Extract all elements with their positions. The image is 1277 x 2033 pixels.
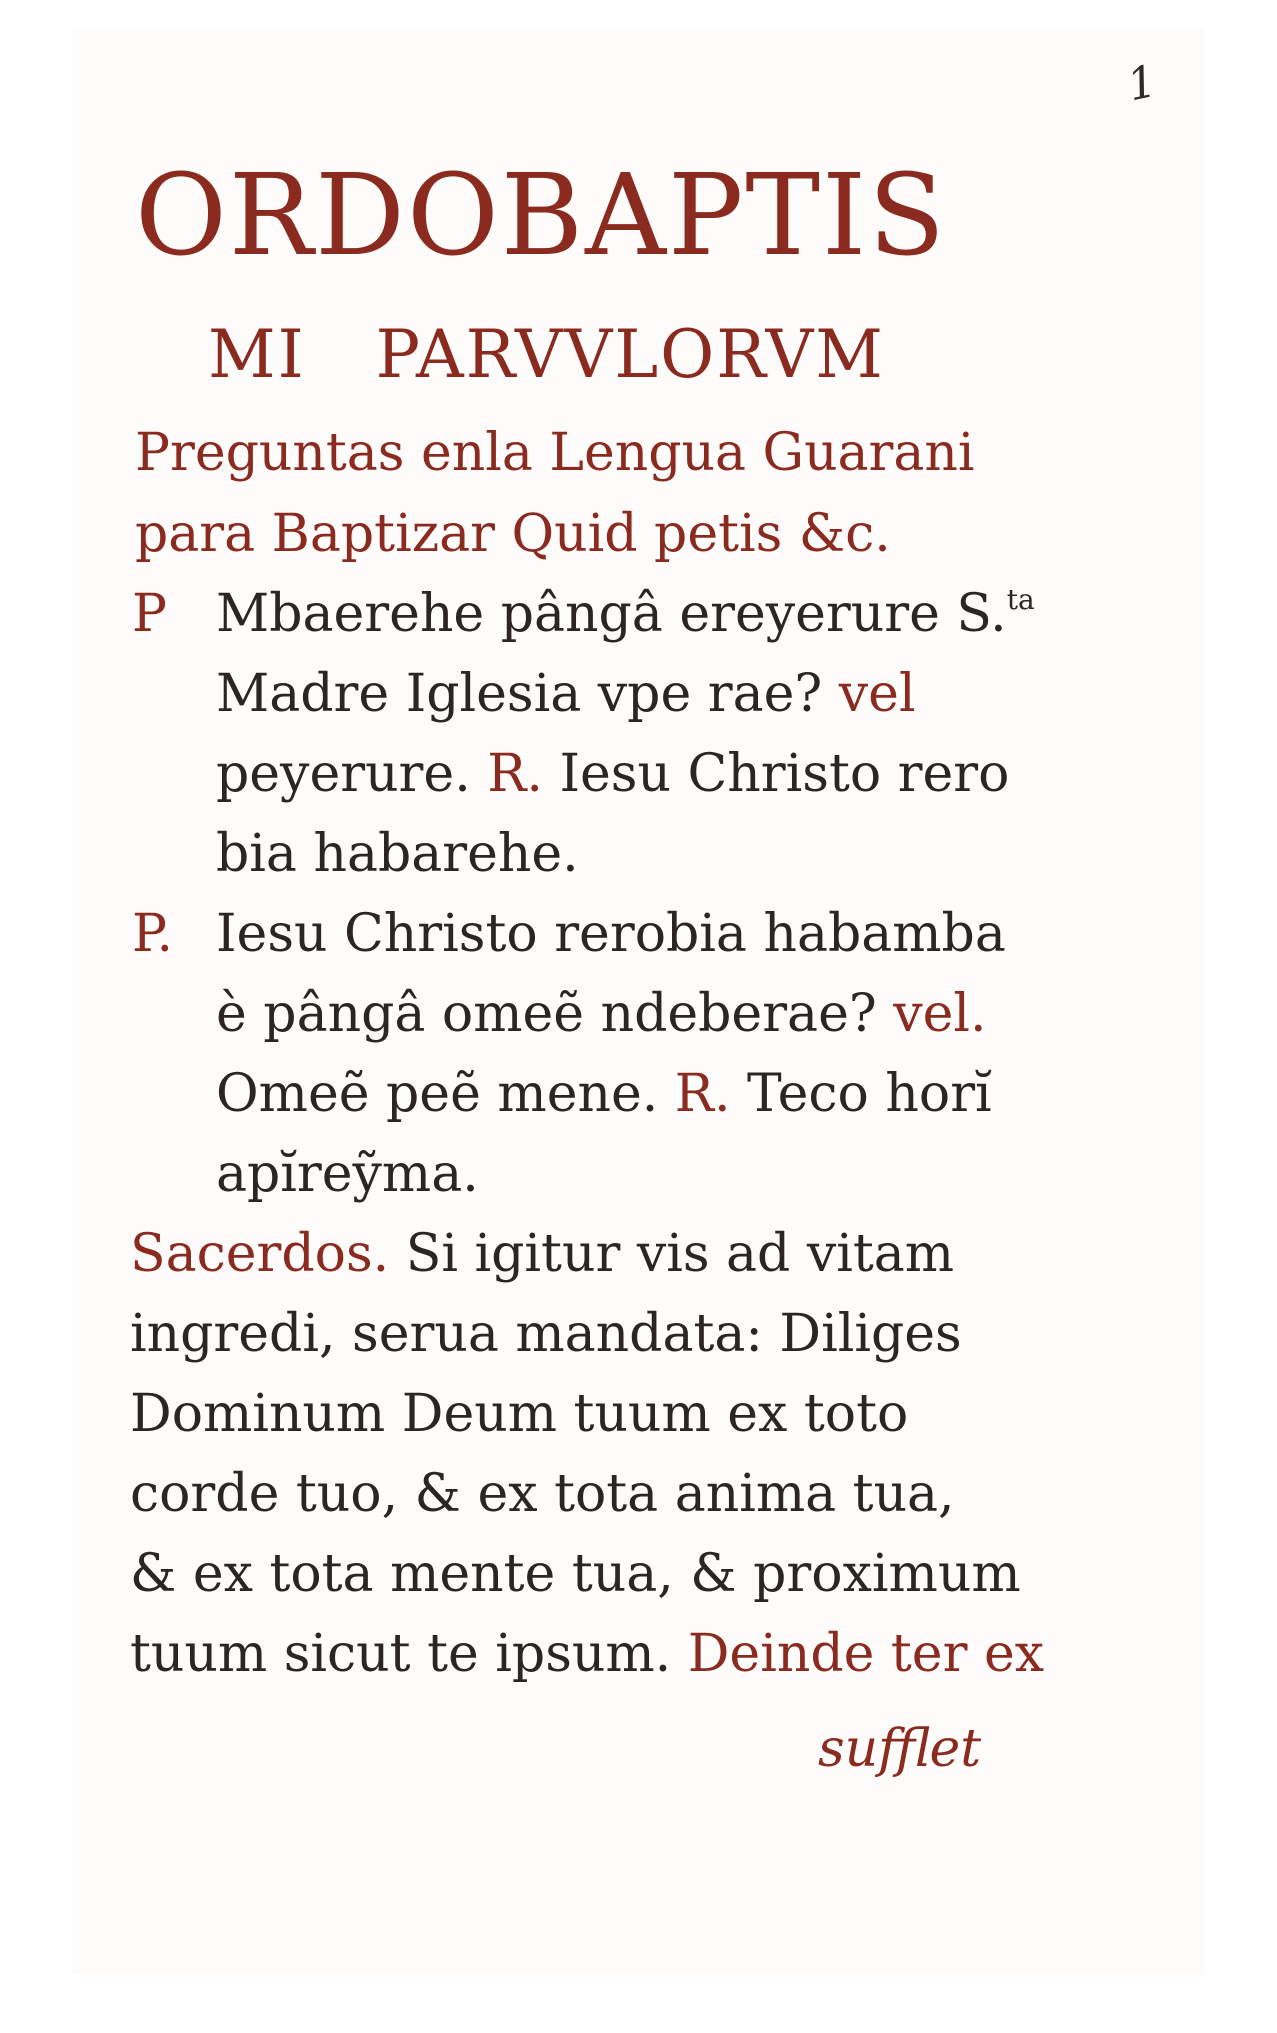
q2-line-1: Iesu Christo rerobia habamba bbox=[216, 904, 1006, 964]
q1-line-1 bbox=[216, 583, 1035, 644]
q1-line-4: bia habarehe. bbox=[216, 824, 579, 884]
q1-line-1-sup: ta bbox=[1006, 583, 1035, 616]
sacerdos-line-6-text: tuum sicut te ipsum. bbox=[130, 1624, 672, 1684]
title-sub bbox=[208, 316, 885, 393]
q1-line-2 bbox=[216, 664, 916, 724]
q2-line-4: apĭreỹma. bbox=[216, 1144, 479, 1204]
q2-line-3 bbox=[216, 1064, 992, 1124]
title-line-1: Preguntas enla Lengua Guarani bbox=[135, 423, 975, 483]
q1-line-2-text: Madre Iglesia vpe rae? bbox=[216, 664, 823, 724]
q2-line-2 bbox=[216, 984, 987, 1044]
q2-line-3-after: Teco horĭ bbox=[747, 1064, 992, 1124]
q1-vel: vel bbox=[838, 664, 916, 724]
question-marker-1: P bbox=[132, 584, 167, 644]
sacerdos-line-2: ingredi, serua mandata: Diliges bbox=[130, 1304, 962, 1364]
sacerdos-line-6-rubric: Deinde ter ex bbox=[687, 1624, 1045, 1684]
sacerdos-line-1-text: Si igitur vis ad vitam bbox=[405, 1224, 955, 1284]
sacerdos-line-4: corde tuo, & ex tota anima tua, bbox=[130, 1464, 955, 1524]
folio-number: 1 bbox=[1123, 55, 1161, 112]
sacerdos-line-5: & ex tota mente tua, & proximum bbox=[130, 1544, 1021, 1604]
q1-response-marker: R. bbox=[487, 744, 543, 804]
q1-line-1-text: Mbaerehe pângâ ereyerure S. bbox=[216, 584, 1007, 644]
q1-line-3 bbox=[216, 744, 1010, 804]
q1-line-3-after: Iesu Christo rero bbox=[559, 744, 1010, 804]
question-marker-2: P. bbox=[132, 904, 173, 964]
sacerdos-line-3: Dominum Deum tuum ex toto bbox=[130, 1384, 909, 1444]
catchword: sufflet bbox=[818, 1719, 982, 1779]
sacerdos-line-1 bbox=[130, 1224, 955, 1284]
title-main: ORDOBAPTIS bbox=[135, 151, 947, 281]
q2-line-2-text: è pângâ omeẽ ndeberae? bbox=[216, 984, 877, 1044]
q2-response-marker: R. bbox=[674, 1064, 731, 1124]
sacerdos-line-6 bbox=[130, 1624, 1045, 1684]
title-sub-right: PARVVLORVM bbox=[375, 316, 885, 393]
q1-line-3-text: peyerure. bbox=[216, 744, 471, 804]
sacerdos-label: Sacerdos. bbox=[130, 1224, 390, 1284]
title-line-2: para Baptizar Quid petis &c. bbox=[135, 504, 891, 564]
q2-line-3-text: Omeẽ peẽ mene. bbox=[216, 1064, 659, 1124]
q2-vel: vel. bbox=[893, 984, 987, 1044]
title-sub-left: MI bbox=[208, 316, 306, 393]
